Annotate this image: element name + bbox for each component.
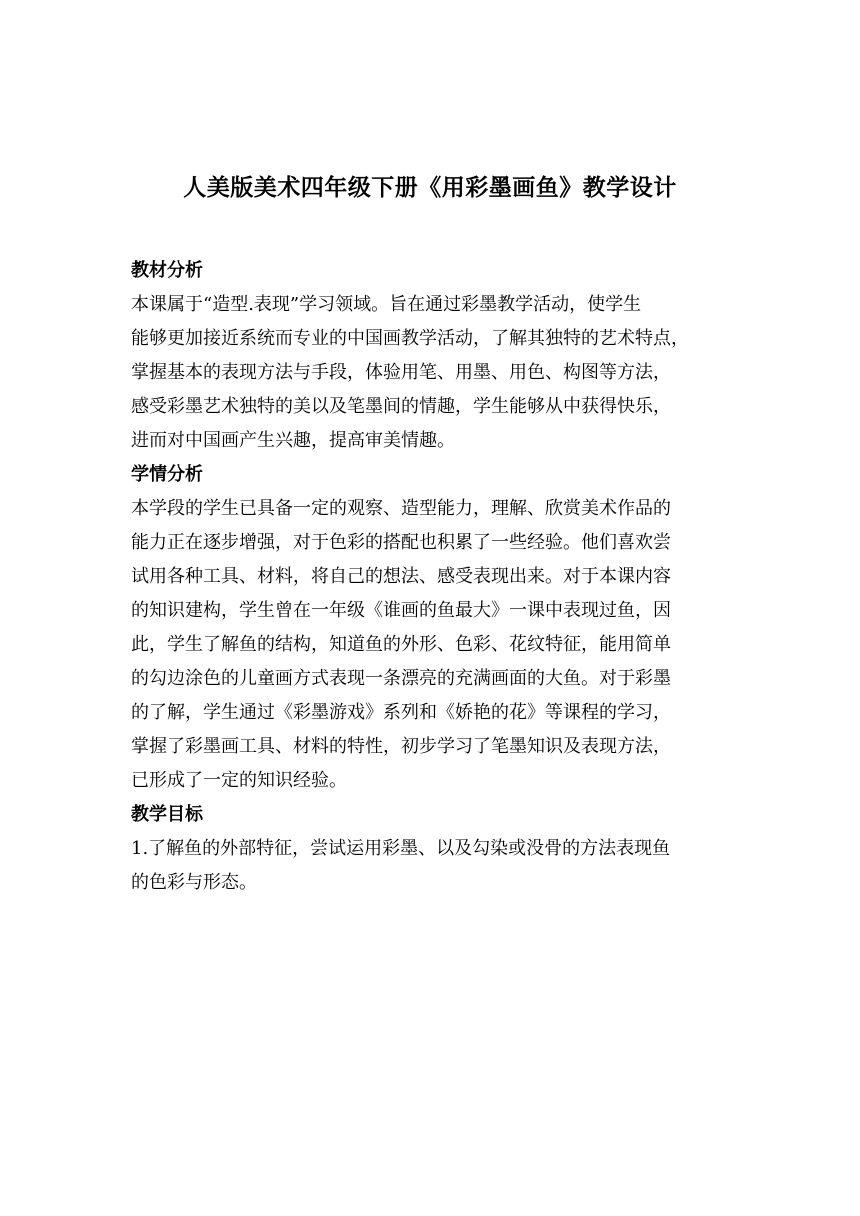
paragraph-line: 感受彩墨艺术独特的美以及笔墨间的情趣，学生能够从中获得快乐， bbox=[131, 396, 671, 417]
paragraph-line: 掌握基本的表现方法与手段，体验用笔、用墨、用色、构图等方法， bbox=[131, 362, 671, 383]
section-heading-textbook-analysis: 教材分析 bbox=[131, 260, 203, 281]
paragraph-line: 试用各种工具、材料，将自己的想法、感受表现出来。对于本课内容 bbox=[131, 566, 671, 587]
paragraph-line: 掌握了彩墨画工具、材料的特性，初步学习了笔墨知识及表现方法， bbox=[131, 736, 671, 757]
document-body bbox=[131, 254, 731, 900]
paragraph-line: 的了解，学生通过《彩墨游戏》系列和《娇艳的花》等课程的学习， bbox=[131, 702, 671, 723]
paragraph-line: 本课属于“造型.表现”学习领域。旨在通过彩墨教学活动，使学生 bbox=[131, 294, 642, 315]
paragraph-line: 1.了解鱼的外部特征，尝试运用彩墨、以及勾染或没骨的方法表现鱼 bbox=[131, 838, 671, 859]
paragraph-line: 的知识建构，学生曾在一年级《谁画的鱼最大》一课中表现过鱼，因 bbox=[131, 600, 671, 621]
paragraph-line: 本学段的学生已具备一定的观察、造型能力，理解、欣赏美术作品的 bbox=[131, 498, 671, 519]
section-paragraph-textbook-analysis bbox=[131, 288, 731, 458]
section-heading-teaching-objectives: 教学目标 bbox=[131, 804, 203, 825]
document-title: 人美版美术四年级下册《用彩墨画鱼》教学设计 bbox=[183, 175, 677, 201]
paragraph-line: 的勾边涂色的儿童画方式表现一条漂亮的充满画面的大鱼。对于彩墨 bbox=[131, 668, 671, 689]
section-paragraph-teaching-objectives bbox=[131, 832, 731, 900]
paragraph-line: 能够更加接近系统而专业的中国画教学活动，了解其独特的艺术特点， bbox=[131, 328, 689, 349]
section-heading-student-analysis: 学情分析 bbox=[131, 464, 203, 485]
paragraph-line: 的色彩与形态。 bbox=[131, 872, 257, 893]
section-paragraph-student-analysis bbox=[131, 492, 731, 798]
paragraph-line: 已形成了一定的知识经验。 bbox=[131, 770, 347, 791]
paragraph-line: 能力正在逐步增强，对于色彩的搭配也积累了一些经验。他们喜欢尝 bbox=[131, 532, 671, 553]
paragraph-line: 进而对中国画产生兴趣，提高审美情趣。 bbox=[131, 430, 455, 451]
paragraph-line: 此，学生了解鱼的结构，知道鱼的外形、色彩、花纹特征，能用简单 bbox=[131, 634, 671, 655]
